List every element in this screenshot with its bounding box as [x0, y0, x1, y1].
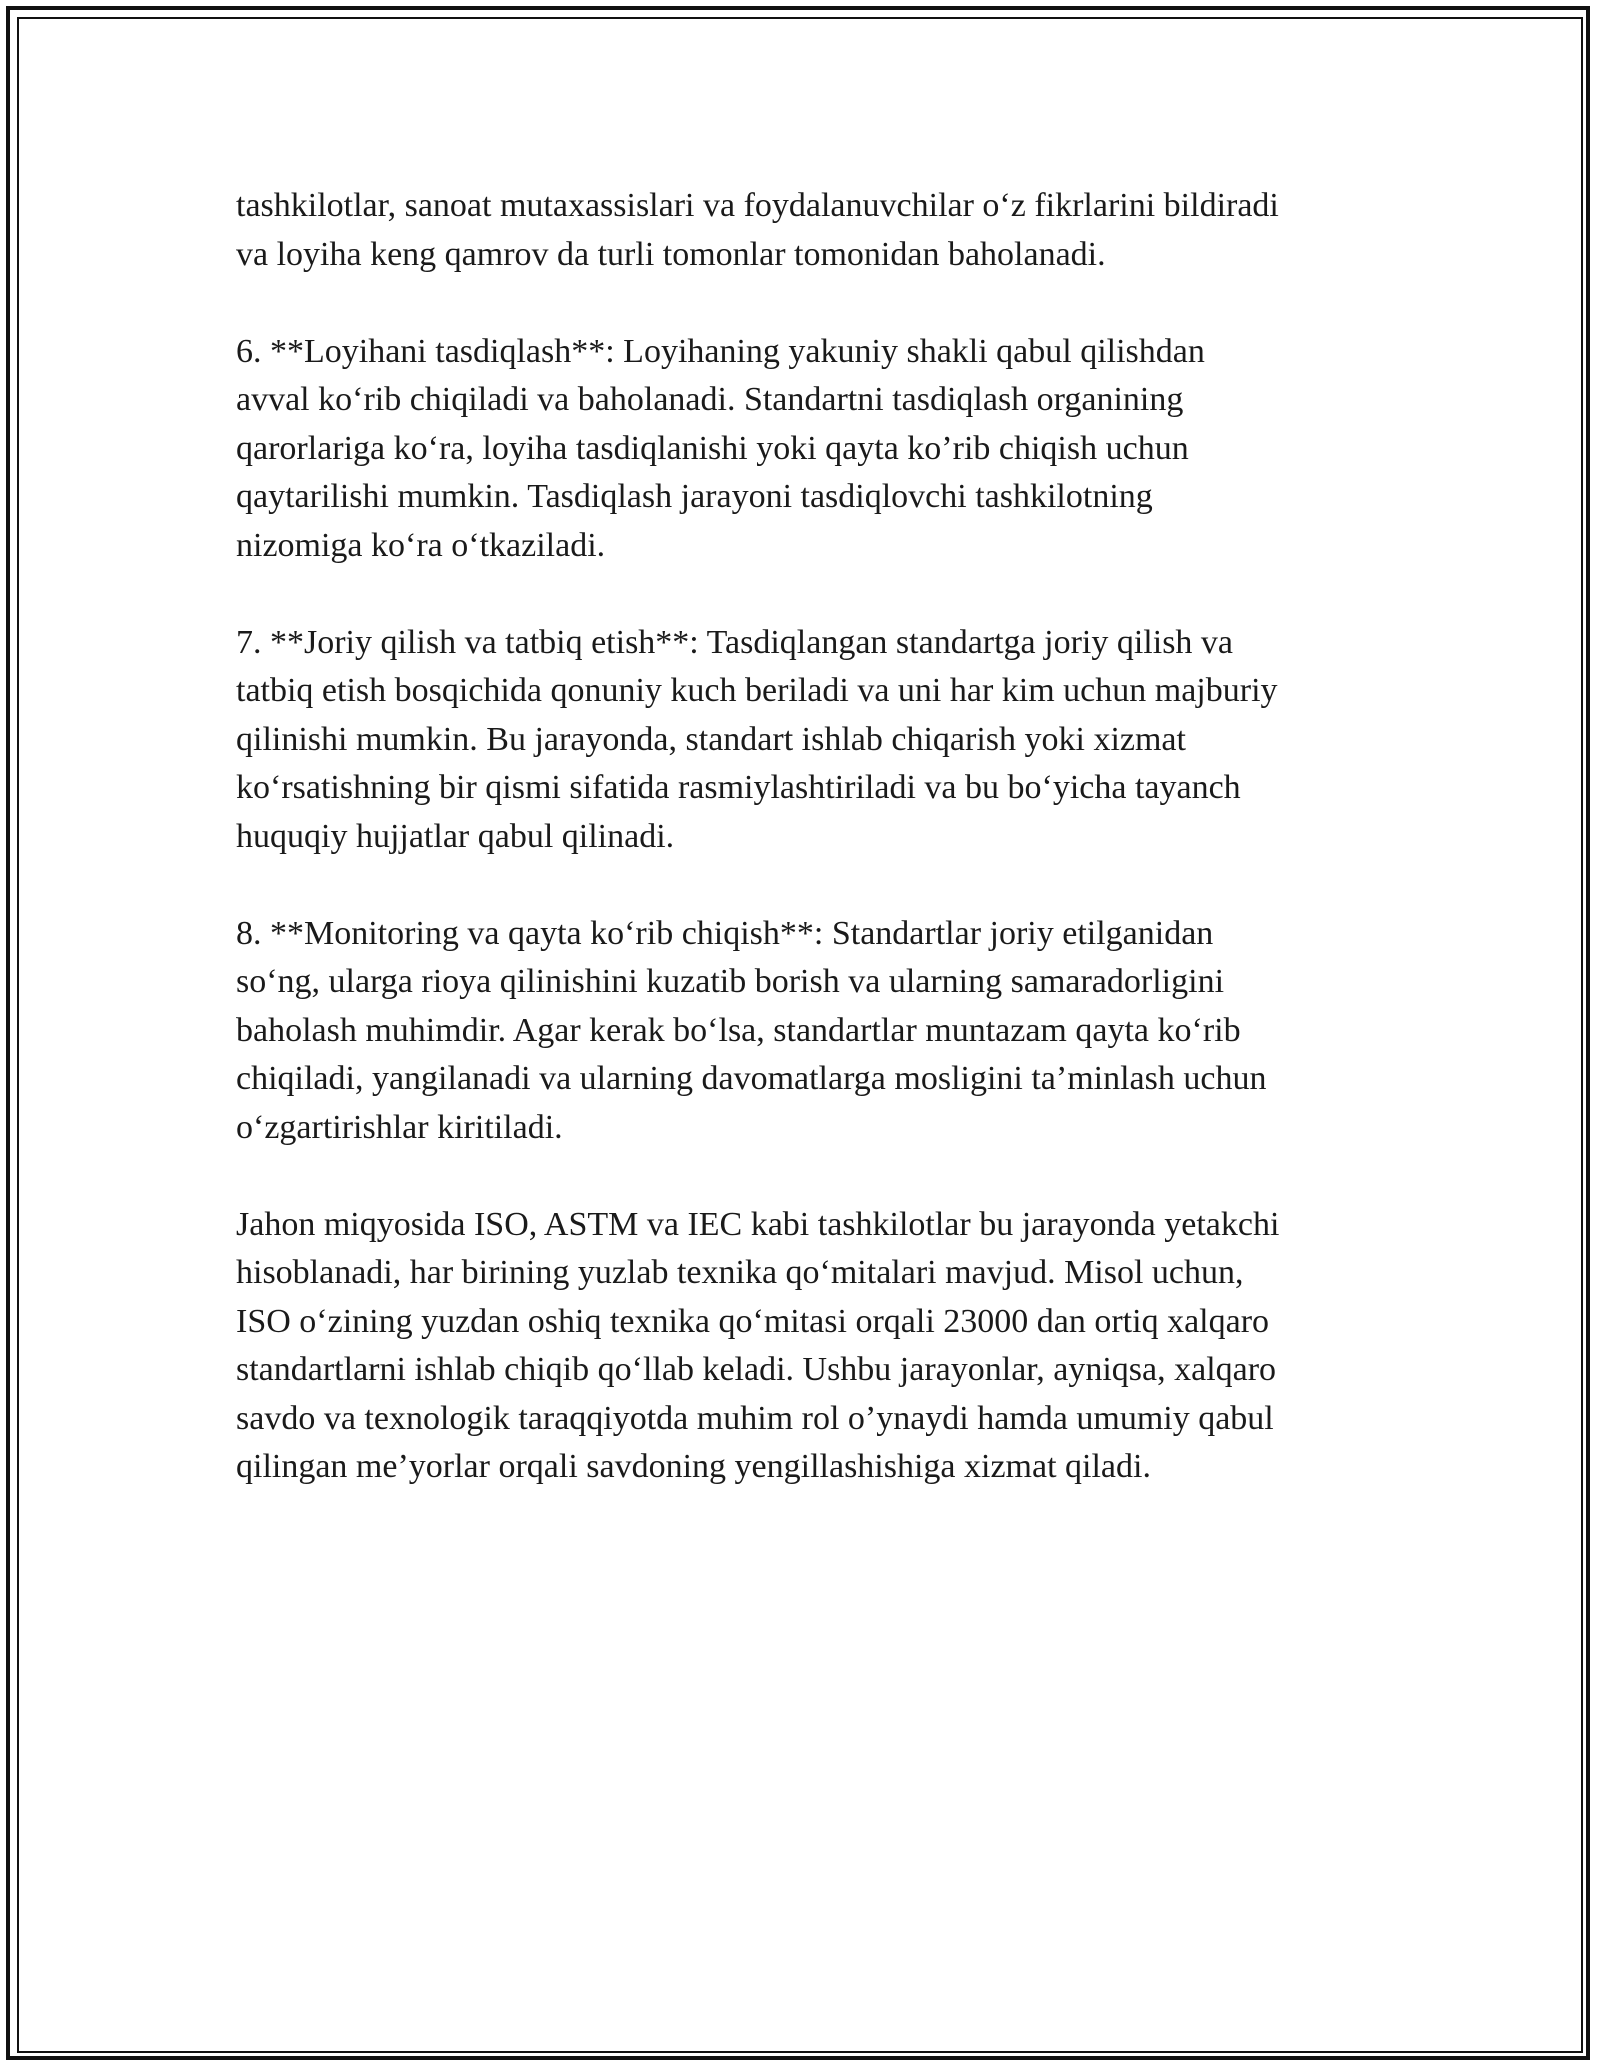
paragraph-conclusion	[236, 1201, 1416, 1492]
text-line: so‘ng, ularga rioya qilinishini kuzatib borish va ularning samaradorligini	[236, 963, 1225, 1000]
text-line: tatbiq etish bosqichida qonuniy kuch beriladi va uni har kim uchun majburiy	[236, 672, 1278, 709]
text-line: qilinishi mumkin. Bu jarayonda, standart ishlab chiqarish yoki xizmat	[236, 720, 1186, 758]
text-line: qilingan me’yorlar orqali savdoning yengillashishiga xizmat qiladi.	[236, 1448, 1151, 1485]
document-body	[236, 182, 1416, 1540]
text-line: avval ko‘rib chiqiladi va baholanadi. Standartni tasdiqlash organining	[236, 381, 1184, 418]
text-line: baholash muhimdir. Agar kerak bo‘lsa, standartlar muntazam qayta ko‘rib	[236, 1011, 1241, 1049]
text-line: qarorlariga ko‘ra, loyiha tasdiqlanishi yoki qayta ko’rib chiqish uchun	[236, 429, 1189, 467]
text-line: Jahon miqyosida ISO, ASTM va IEC kabi tashkilotlar bu jarayonda yetakchi	[236, 1205, 1280, 1243]
text-line: tashkilotlar, sanoat mutaxassislari va foydalanuvchilar o‘z fikrlarini bildiradi	[236, 187, 1279, 224]
text-line: ko‘rsatishning bir qismi sifatida rasmiylashtiriladi va bu bo‘yicha tayanch	[236, 769, 1241, 806]
paragraph-step-7	[236, 619, 1416, 862]
text-line: qaytarilishi mumkin. Tasdiqlash jarayoni tasdiqlovchi tashkilotning	[236, 478, 1153, 515]
paragraph-continuation	[236, 182, 1416, 279]
text-line: savdo va texnologik taraqqiyotda muhim rol o’ynaydi hamda umumiy qabul	[236, 1399, 1274, 1437]
text-line: nizomiga ko‘ra o‘tkaziladi.	[236, 526, 606, 564]
text-line: o‘zgartirishlar kiritiladi.	[236, 1108, 563, 1146]
paragraph-step-6	[236, 328, 1416, 571]
text-line: va loyiha keng qamrov da turli tomonlar tomonidan baholanadi.	[236, 235, 1106, 273]
text-line: huquqiy hujjatlar qabul qilinadi.	[236, 817, 675, 855]
text-line: hisoblanadi, har birining yuzlab texnika qo‘mitalari mavjud. Misol uchun,	[236, 1254, 1244, 1291]
text-line: 7. **Joriy qilish va tatbiq etish**: Tasdiqlangan standartga joriy qilish va	[236, 623, 1234, 661]
text-line: standartlarni ishlab chiqib qo‘llab keladi. Ushbu jarayonlar, ayniqsa, xalqaro	[236, 1351, 1277, 1388]
text-line: 8. **Monitoring va qayta ko‘rib chiqish**: Standartlar joriy etilganidan	[236, 914, 1214, 952]
text-line: 6. **Loyihani tasdiqlash**: Loyihaning yakuniy shakli qabul qilishdan	[236, 332, 1205, 370]
text-line: ISO o‘zining yuzdan oshiq texnika qo‘mitasi orqali 23000 dan ortiq xalqaro	[236, 1302, 1270, 1340]
text-line: chiqiladi, yangilanadi va ularning davomatlarga mosligini ta’minlash uchun	[236, 1060, 1267, 1097]
paragraph-step-8	[236, 910, 1416, 1153]
